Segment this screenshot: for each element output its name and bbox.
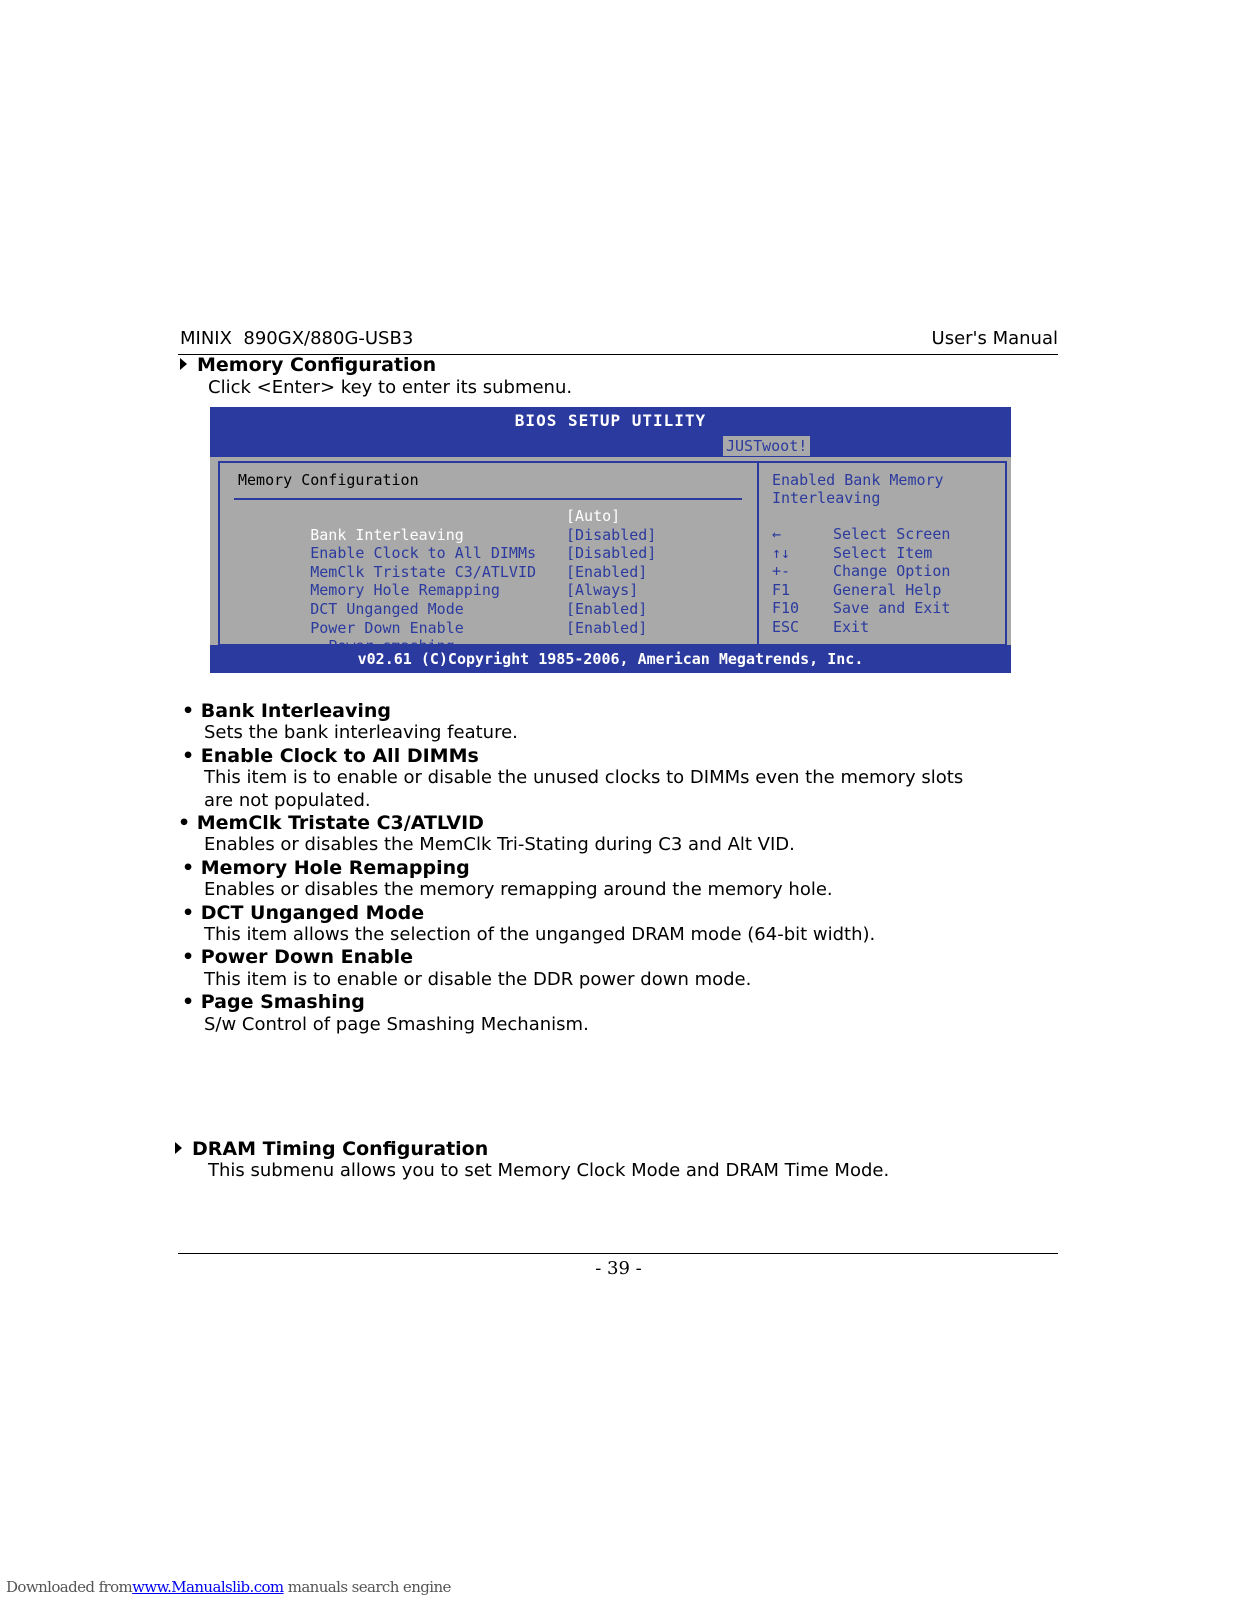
desc-text: Enables or disables the MemClk Tri-Stating during C3 and Alt VID. bbox=[204, 834, 795, 856]
desc-title: • DCT Unganged Mode bbox=[182, 901, 425, 924]
dram-timing-text: This submenu allows you to set Memory Clock Mode and DRAM Time Mode. bbox=[208, 1160, 890, 1181]
bios-panel: Memory Configuration Bank Interleaving [Auto] Enable Clock to All DIMMs [Disabled] MemClk Tristate C3/ATLVID [Disabled] Memory Hole Remapping [Enabled] DCT Unganged Mode [Always] Power Down Enable [Enabled] [Enabled] Enabled Bank Memory Interleaving ← Select Screen ↑↓ Select Item +- Change Option F1 General Help F10 Save and Exit ESC Exit bbox=[218, 461, 1007, 646]
page-number: - 39 - bbox=[595, 1258, 642, 1279]
bios-help-text: Enabled Bank Memory Interleaving bbox=[772, 471, 944, 507]
bios-item-value: [Disabled] bbox=[566, 544, 657, 563]
bios-item-dct-unganged[interactable]: DCT Unganged Mode [Always] bbox=[310, 581, 639, 618]
memory-config-heading bbox=[180, 354, 436, 376]
bios-item-enable-clock[interactable]: Enable Clock to All DIMMs [Disabled] bbox=[310, 525, 657, 563]
desc-text: Sets the bank interleaving feature. bbox=[204, 722, 518, 744]
desc-title: • Enable Clock to All DIMMs bbox=[182, 744, 479, 767]
bios-item-value: [Enabled] bbox=[566, 599, 648, 618]
bios-item-value: [Enabled] bbox=[566, 618, 648, 637]
desc-title: • Power Down Enable bbox=[182, 946, 414, 969]
memory-config-intro: Click <Enter> key to enter its submenu. bbox=[208, 377, 573, 398]
triangle-right-icon bbox=[180, 358, 187, 370]
page-header bbox=[178, 324, 1058, 355]
bios-item-memory-hole[interactable]: Memory Hole Remapping [Enabled] bbox=[310, 562, 648, 600]
desc-text: S/w Control of page Smashing Mechanism. bbox=[204, 1013, 589, 1035]
desc-text: This item allows the selection of the unganged DRAM mode (64-bit width). bbox=[204, 924, 876, 946]
up-down-arrow-icon: ↑↓ bbox=[772, 543, 791, 562]
bios-panel-title: Memory Configuration bbox=[238, 471, 419, 489]
bios-item-list bbox=[238, 507, 657, 637]
triangle-right-icon bbox=[175, 1142, 182, 1154]
bios-tab[interactable]: JUSTwoot! bbox=[723, 436, 810, 456]
bios-item-power-down[interactable]: Power Down Enable [Enabled] bbox=[310, 599, 648, 637]
bios-item-memclk-tristate[interactable]: MemClk Tristate C3/ATLVID [Disabled] bbox=[310, 544, 657, 581]
memory-config-title: Memory Configuration bbox=[197, 354, 437, 376]
bios-item-value: [Disabled] bbox=[566, 525, 657, 544]
bios-item-value: [Auto] bbox=[566, 507, 621, 525]
bios-title-underline bbox=[234, 498, 742, 500]
bios-panel-divider bbox=[757, 463, 759, 644]
bios-tab-bar bbox=[210, 435, 1011, 457]
footer-rule bbox=[178, 1253, 1058, 1254]
bios-screen bbox=[210, 407, 1011, 673]
desc-title: • Bank Interleaving bbox=[182, 700, 392, 722]
desc-title: • Page Smashing bbox=[182, 991, 365, 1014]
desc-title: • MemClk Tristate C3/ATLVID bbox=[178, 812, 484, 835]
header-manual: User's Manual bbox=[931, 328, 1058, 349]
bios-item-value: [Always] bbox=[566, 581, 639, 600]
setting-descriptions bbox=[178, 700, 1038, 1036]
desc-text: Enables or disables the memory remapping around the memory hole. bbox=[204, 879, 833, 901]
dram-timing-title: DRAM Timing Configuration bbox=[192, 1138, 489, 1160]
bios-item-bank-interleaving[interactable]: Bank Interleaving [Auto] bbox=[310, 507, 621, 544]
desc-title: • Memory Hole Remapping bbox=[182, 856, 470, 879]
dram-timing-heading bbox=[175, 1138, 488, 1160]
bios-title: BIOS SETUP UTILITY bbox=[210, 407, 1011, 435]
bios-footer: v02.61 (C)Copyright 1985-2006, American Megatrends, Inc. bbox=[210, 645, 1011, 673]
desc-text: This item is to enable or disable the DDR power down mode. bbox=[204, 968, 752, 990]
bios-item-value: [Enabled] bbox=[566, 562, 648, 581]
download-notice: Downloaded fromwww.Manualslib.com manuals search engine bbox=[6, 1578, 451, 1596]
left-arrow-icon: ← bbox=[772, 525, 782, 543]
header-product: MINIX 890GX/880G-USB3 bbox=[180, 328, 414, 349]
manualslib-link[interactable]: www.Manualslib.com bbox=[132, 1578, 284, 1596]
desc-text: This item is to enable or disable the unused clocks to DIMMs even the memory slots are not populated. bbox=[204, 767, 964, 811]
